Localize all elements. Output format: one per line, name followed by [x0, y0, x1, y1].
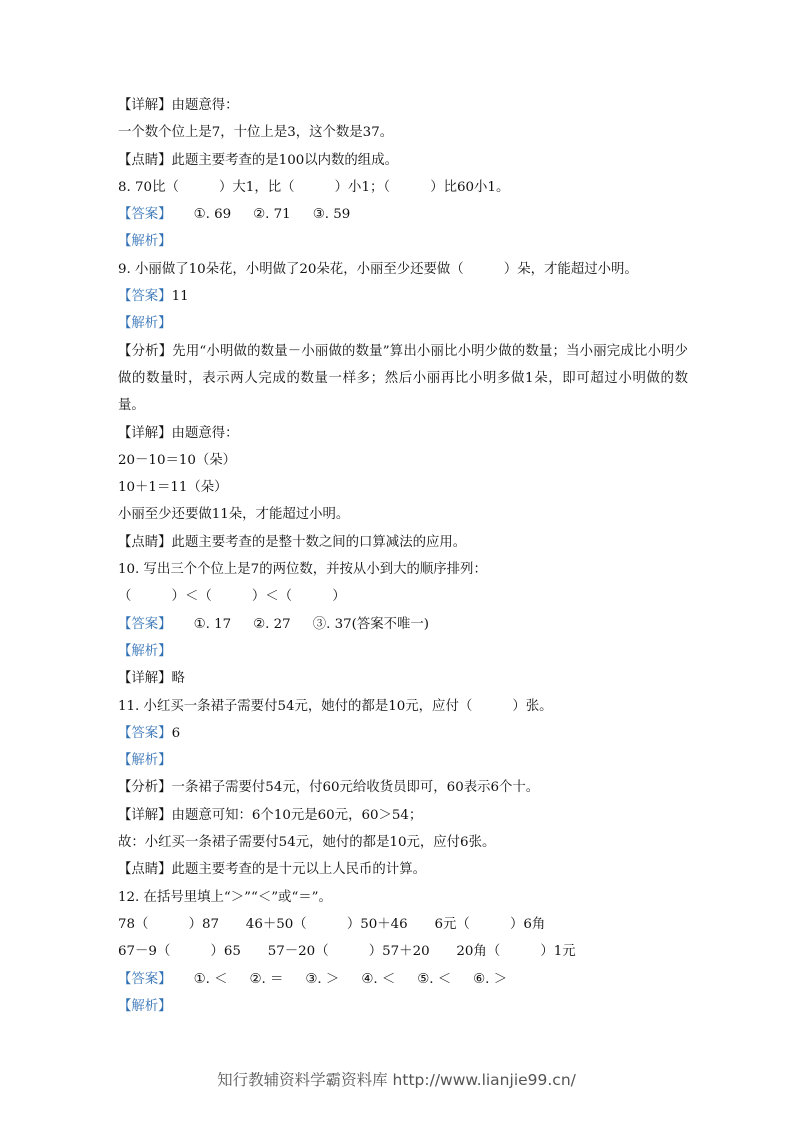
text-line: 一个数个位上是7，十位上是3，这个数是37。 [118, 125, 394, 141]
section-tag: 【解析】 [118, 998, 172, 1014]
text-line: 【分析】一条裙子需要付54元，付60元给收货员即可，60表示6个十。 [118, 780, 540, 796]
answer-tag: 【答案】 [118, 289, 172, 305]
answer-item: ②. 71 [253, 207, 291, 223]
text-line: 11. 小红买一条裙子需要付54元，她付的都是10元，应付（ ）张。 [118, 698, 553, 714]
text-line: 【详解】由题意得： [118, 425, 239, 441]
text-line: 【点睛】此题主要考查的是十元以上人民币的计算。 [118, 862, 426, 878]
answer-tag: 【答案】 [118, 971, 172, 987]
answer-line [118, 966, 688, 993]
answer-item: ②. ＝ [249, 971, 284, 987]
answer-item: ①. 69 [193, 207, 232, 223]
answer-item: ⑥. ＞ [473, 971, 508, 987]
section-tag: 【解析】 [118, 643, 172, 659]
text-paragraph: 【分析】先用“小明做的数量－小丽做的数量”算出小丽比小明少做的数量；当小丽完成比小明少做的数量时，表示两人完成的数量一样多；然后小丽再比小明多做1朵，即可超过小明做的数量。 [118, 343, 688, 414]
text-line: 【详解】由题意得： [118, 98, 239, 113]
document-body [118, 92, 688, 1020]
answer-tag: 【答案】 [118, 725, 172, 741]
section-tag: 【解析】 [118, 316, 172, 332]
text-line: 10. 写出三个个位上是7的两位数，并按从小到大的顺序排列： [118, 562, 487, 578]
text-line: 20－10＝10（朵） [118, 452, 237, 468]
answer-line [118, 201, 688, 228]
answer-line [118, 611, 688, 638]
text-line: 【详解】略 [118, 671, 185, 687]
answer-tag: 【答案】 [118, 207, 172, 223]
answer-item: ①. ＜ [193, 971, 228, 987]
text-line: 10＋1＝11（朵） [118, 480, 228, 496]
text-line: 【点睛】此题主要考查的是100以内数的组成。 [118, 152, 398, 168]
answer-item: ①. 17 [193, 616, 232, 632]
answer-value: 6 [171, 725, 181, 741]
footer-watermark: 知行教辅资料学霸资料库 http://www.lianjie99.cn/ [217, 1071, 576, 1089]
answer-item: ②. 27 [253, 616, 291, 632]
text-line: 9. 小丽做了10朵花，小明做了20朵花，小丽至少还要做（ ）朵，才能超过小明。 [118, 261, 638, 277]
answer-item: ④. ＜ [361, 971, 396, 987]
section-tag: 【解析】 [118, 753, 172, 769]
answer-item: ③. ＞ [305, 971, 340, 987]
answer-item: ⑤. ＜ [417, 971, 452, 987]
text-line: 8. 70比（ ）大1，比（ ）小1；（ ）比60小1。 [118, 179, 510, 195]
text-line: 小丽至少还要做11朵，才能超过小明。 [118, 507, 350, 523]
text-line: 78（ ）87 46＋50（ ）50＋46 6元（ ）6角 [118, 916, 546, 932]
answer-item: ③. 37(答案不唯一) [312, 616, 430, 632]
answer-tag: 【答案】 [118, 616, 172, 632]
answer-value: 11 [171, 289, 189, 305]
text-line: 12. 在括号里填上“＞”“＜”或“＝”。 [118, 889, 332, 905]
text-line: （ ）＜（ ）＜（ ） [118, 589, 346, 605]
text-line: 67－9（ ）65 57－20（ ）57＋20 20角（ ）1元 [118, 944, 576, 960]
text-line: 【点睛】此题主要考查的是整十数之间的口算减法的应用。 [118, 534, 467, 550]
section-tag: 【解析】 [118, 234, 172, 250]
answer-item: ③. 59 [312, 207, 351, 223]
answer-line [118, 720, 688, 747]
text-line: 【详解】由题意可知：6个10元是60元，60＞54； [118, 807, 423, 823]
answer-line [118, 283, 688, 310]
text-line: 故：小红买一条裙子需要付54元，她付的都是10元，应付6张。 [118, 835, 496, 851]
